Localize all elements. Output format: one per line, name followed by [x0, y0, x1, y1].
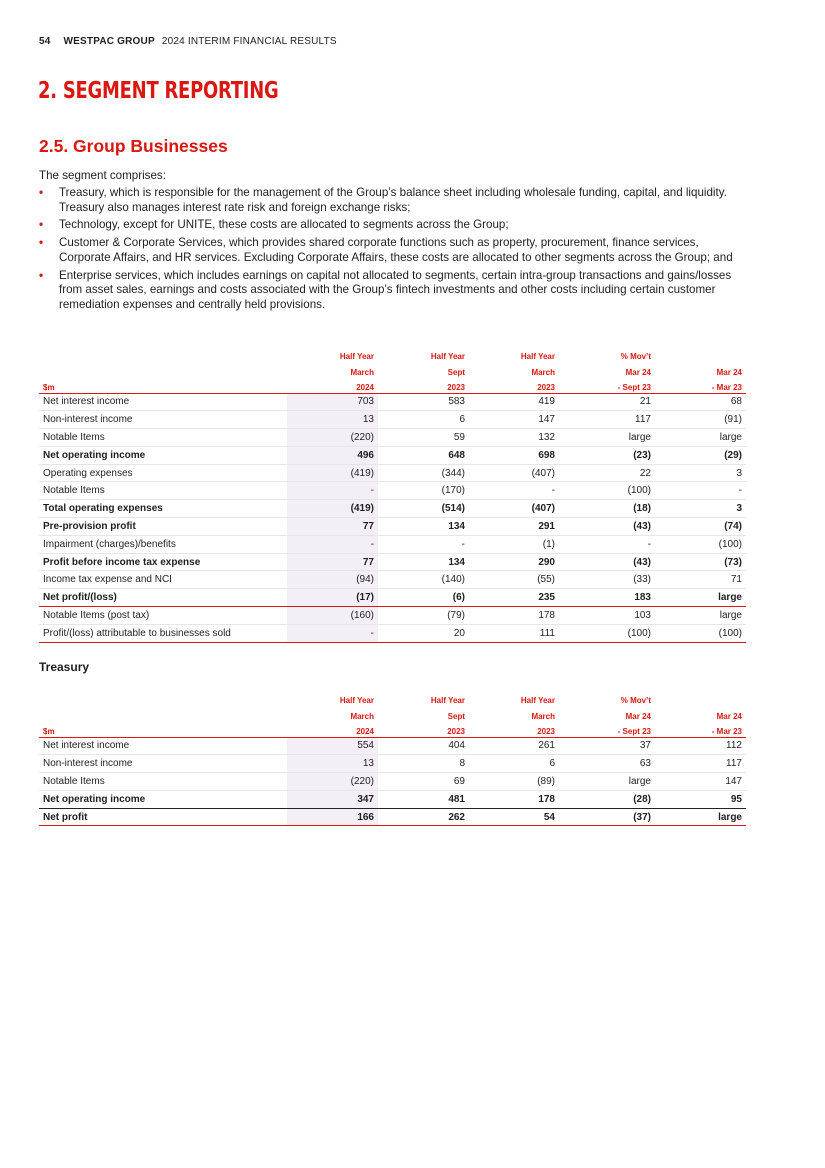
- table-cell: (91): [655, 411, 746, 429]
- table-cell: (140): [378, 571, 469, 589]
- table-cell: -: [287, 535, 378, 553]
- table-cell: 13: [287, 755, 378, 773]
- row-label: Notable Items: [39, 429, 287, 447]
- table-row: [39, 518, 746, 536]
- bullet-marker: •: [39, 268, 44, 282]
- header-cell: % Mov’t: [620, 352, 651, 361]
- table-cell: (37): [559, 808, 655, 826]
- treasury-table: [39, 689, 746, 826]
- table-cell: (100): [559, 482, 655, 500]
- table-cell: 112: [655, 737, 746, 755]
- table-cell: 290: [469, 553, 559, 571]
- table-cell: 178: [469, 607, 559, 625]
- table-cell: 69: [378, 773, 469, 791]
- header-cell: Half Year: [339, 696, 374, 705]
- table-cell: -: [287, 482, 378, 500]
- table-cell: (79): [378, 607, 469, 625]
- bullet-item-treasury: [39, 186, 751, 215]
- table-row: [39, 429, 746, 447]
- header-cell: 2024: [287, 377, 378, 393]
- header-row: [39, 361, 746, 377]
- table-cell: large: [559, 429, 655, 447]
- table-cell: 6: [378, 411, 469, 429]
- row-label: Pre-provision profit: [39, 518, 287, 536]
- bullet-item-technology: [39, 218, 751, 233]
- bullet-marker: •: [39, 236, 44, 250]
- table-cell: 347: [287, 790, 378, 808]
- row-label: Net operating income: [39, 790, 287, 808]
- report-name: 2024 INTERIM FINANCIAL RESULTS: [161, 36, 337, 47]
- table-cell: 261: [469, 737, 559, 755]
- table-row: [39, 535, 746, 553]
- table-cell: (43): [559, 553, 655, 571]
- table-cell: 703: [287, 393, 378, 411]
- bullet-text: Treasury, which is responsible for the management of the Group’s balance sheet including wholesale funding, capital, and liquidity. Treasury also manages interest rate risk and foreign exchange risks;: [59, 186, 727, 214]
- table-cell: 117: [559, 411, 655, 429]
- header-cell: - Sept 23: [559, 721, 655, 737]
- header-row: [39, 689, 746, 705]
- header-cell: 2024: [287, 721, 378, 737]
- table-cell: 95: [655, 790, 746, 808]
- table-cell: (419): [287, 464, 378, 482]
- table-cell: large: [655, 429, 746, 447]
- table-cell: (220): [287, 773, 378, 791]
- header-cell: - Mar 23: [655, 377, 746, 393]
- header-cell: [39, 705, 287, 721]
- bullet-text: Technology, except for UNITE, these costs are allocated to segments across the Group;: [59, 218, 509, 232]
- page-header: [39, 36, 337, 47]
- table-cell: 71: [655, 571, 746, 589]
- row-label: Net profit: [39, 808, 287, 826]
- table-cell: 77: [287, 518, 378, 536]
- row-label: Net profit/(loss): [39, 589, 287, 607]
- table-cell: 3: [655, 500, 746, 518]
- header-cell: 2023: [378, 377, 469, 393]
- row-label: Non-interest income: [39, 755, 287, 773]
- row-label: Impairment (charges)/benefits: [39, 535, 287, 553]
- table-cell: -: [559, 535, 655, 553]
- header-row: [39, 345, 746, 361]
- bullet-marker: •: [39, 218, 44, 232]
- section-title: 2. SEGMENT REPORTING: [38, 78, 279, 104]
- table-cell: (73): [655, 553, 746, 571]
- company-name: WESTPAC GROUP: [63, 36, 155, 47]
- table-cell: (6): [378, 589, 469, 607]
- table-cell: -: [469, 482, 559, 500]
- table-cell: 37: [559, 737, 655, 755]
- header-cell: Mar 24: [625, 368, 651, 377]
- row-label: Profit before income tax expense: [39, 553, 287, 571]
- table-cell: 554: [287, 737, 378, 755]
- table-row: [39, 808, 746, 826]
- row-label: Income tax expense and NCI: [39, 571, 287, 589]
- table-cell: -: [655, 482, 746, 500]
- header-cell: Mar 24: [716, 368, 742, 377]
- table-cell: (18): [559, 500, 655, 518]
- table-cell: 496: [287, 446, 378, 464]
- header-cell: Sept: [447, 368, 465, 377]
- subsection-title: 2.5. Group Businesses: [39, 136, 228, 156]
- table-cell: 132: [469, 429, 559, 447]
- header-cell: March: [531, 368, 555, 377]
- table-cell: 20: [378, 624, 469, 642]
- bullet-item-enterprise-services: [39, 269, 751, 313]
- table-cell: 134: [378, 518, 469, 536]
- header-cell: Half Year: [520, 696, 555, 705]
- header-cell: [39, 689, 287, 705]
- row-label: Operating expenses: [39, 464, 287, 482]
- table-cell: (419): [287, 500, 378, 518]
- row-label: Notable Items (post tax): [39, 607, 287, 625]
- table-cell: 59: [378, 429, 469, 447]
- table-cell: (407): [469, 464, 559, 482]
- header-cell: % Mov’t: [620, 696, 651, 705]
- table-cell: 235: [469, 589, 559, 607]
- header-cell: 2023: [469, 721, 559, 737]
- table-cell: 8: [378, 755, 469, 773]
- page-number: 54: [39, 36, 51, 47]
- header-cell: Half Year: [339, 352, 374, 361]
- table-cell: (43): [559, 518, 655, 536]
- table-cell: (100): [655, 535, 746, 553]
- table-cell: (94): [287, 571, 378, 589]
- table-row: [39, 755, 746, 773]
- bullet-text: Customer & Corporate Services, which provides shared corporate functions such as property, procurement, finance services, Corporate Affairs, and HR services. Excluding Corporate Affairs, these costs are allocated to other segments across the Group; and: [59, 236, 733, 264]
- table-cell: (220): [287, 429, 378, 447]
- table-cell: 111: [469, 624, 559, 642]
- group-businesses-table: [39, 345, 746, 643]
- row-label: Profit/(loss) attributable to businesses sold: [39, 624, 287, 642]
- header-cell: Half Year: [430, 696, 465, 705]
- table-cell: 3: [655, 464, 746, 482]
- table-row: [39, 464, 746, 482]
- row-label: Non-interest income: [39, 411, 287, 429]
- header-row: [39, 377, 746, 393]
- table-cell: (23): [559, 446, 655, 464]
- table-row: [39, 589, 746, 607]
- table-cell: -: [287, 624, 378, 642]
- table-cell: 419: [469, 393, 559, 411]
- header-cell: 2023: [378, 721, 469, 737]
- header-cell: 2023: [469, 377, 559, 393]
- header-cell: [39, 345, 287, 361]
- header-cell: March: [350, 368, 374, 377]
- row-label: Total operating expenses: [39, 500, 287, 518]
- table-cell: (28): [559, 790, 655, 808]
- table-row: [39, 737, 746, 755]
- intro-text: The segment comprises:: [39, 169, 166, 182]
- header-cell: [655, 689, 746, 705]
- table-cell: (407): [469, 500, 559, 518]
- table-cell: (1): [469, 535, 559, 553]
- table-cell: (160): [287, 607, 378, 625]
- table-row: [39, 446, 746, 464]
- table-cell: 63: [559, 755, 655, 773]
- table-cell: 183: [559, 589, 655, 607]
- table-cell: 698: [469, 446, 559, 464]
- table-cell: (100): [655, 624, 746, 642]
- table-cell: 6: [469, 755, 559, 773]
- table-cell: (29): [655, 446, 746, 464]
- bullet-marker: •: [39, 186, 44, 199]
- table-cell: 13: [287, 411, 378, 429]
- bullet-item-corporate-services: [39, 236, 751, 265]
- row-label: Net operating income: [39, 446, 287, 464]
- table-cell: large: [655, 589, 746, 607]
- table-cell: 262: [378, 808, 469, 826]
- table-cell: 178: [469, 790, 559, 808]
- table-row: [39, 553, 746, 571]
- header-cell: Half Year: [520, 352, 555, 361]
- header-cell: $m: [39, 377, 287, 393]
- segment-bullet-list: [39, 186, 751, 316]
- table-cell: 68: [655, 393, 746, 411]
- bullet-text: Enterprise services, which includes earnings on capital not allocated to segments, certain intra-group transactions and gains/losses from asset sales, earnings and costs associated with the Group’s fintech investments and other costs including certain customer remediation expenses and centrally held provisions.: [59, 268, 732, 311]
- table-row: [39, 607, 746, 625]
- table-cell: 291: [469, 518, 559, 536]
- table-cell: 147: [469, 411, 559, 429]
- table-cell: 22: [559, 464, 655, 482]
- header-cell: - Mar 23: [655, 721, 746, 737]
- treasury-title: Treasury: [39, 660, 90, 674]
- table-cell: 648: [378, 446, 469, 464]
- table-cell: large: [655, 607, 746, 625]
- table-cell: 21: [559, 393, 655, 411]
- table-row: [39, 411, 746, 429]
- table-cell: 147: [655, 773, 746, 791]
- header-cell: Mar 24: [625, 712, 651, 721]
- table-cell: (17): [287, 589, 378, 607]
- table-row: [39, 624, 746, 642]
- table-cell: (514): [378, 500, 469, 518]
- table-cell: 481: [378, 790, 469, 808]
- table-row: [39, 773, 746, 791]
- table-cell: 54: [469, 808, 559, 826]
- table-cell: (89): [469, 773, 559, 791]
- table-cell: 166: [287, 808, 378, 826]
- table-cell: 77: [287, 553, 378, 571]
- table-cell: 103: [559, 607, 655, 625]
- table-row: [39, 393, 746, 411]
- header-cell: Mar 24: [716, 712, 742, 721]
- table-cell: (74): [655, 518, 746, 536]
- header-cell: [655, 345, 746, 361]
- header-cell: - Sept 23: [559, 377, 655, 393]
- table-cell: (55): [469, 571, 559, 589]
- row-label: Net interest income: [39, 393, 287, 411]
- table-cell: (344): [378, 464, 469, 482]
- table-cell: large: [559, 773, 655, 791]
- header-cell: $m: [39, 721, 287, 737]
- header-cell: March: [531, 712, 555, 721]
- table-cell: 134: [378, 553, 469, 571]
- table-cell: -: [378, 535, 469, 553]
- table-row: [39, 500, 746, 518]
- row-label: Notable Items: [39, 482, 287, 500]
- table-cell: 404: [378, 737, 469, 755]
- header-cell: [39, 361, 287, 377]
- header-row: [39, 705, 746, 721]
- table-cell: (33): [559, 571, 655, 589]
- header-row: [39, 721, 746, 737]
- table-cell: (100): [559, 624, 655, 642]
- table-row: [39, 571, 746, 589]
- table-cell: (170): [378, 482, 469, 500]
- table-cell: 117: [655, 755, 746, 773]
- header-cell: Sept: [447, 712, 465, 721]
- table-cell: large: [655, 808, 746, 826]
- table-row: [39, 790, 746, 808]
- header-cell: March: [350, 712, 374, 721]
- table-cell: 583: [378, 393, 469, 411]
- row-label: Notable Items: [39, 773, 287, 791]
- header-cell: Half Year: [430, 352, 465, 361]
- row-label: Net interest income: [39, 737, 287, 755]
- table-row: [39, 482, 746, 500]
